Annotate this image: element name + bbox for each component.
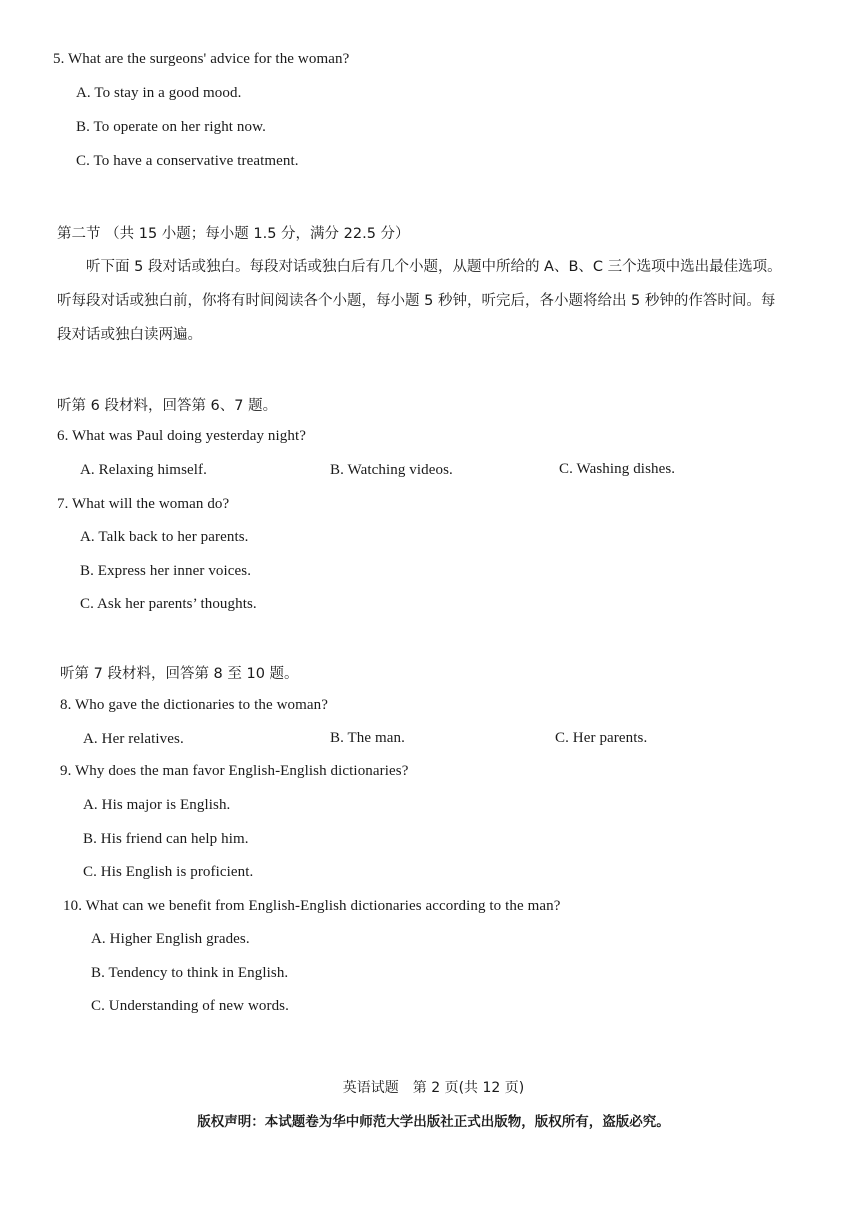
section-heading: 第二节 （共 15 小题；每小题 1.5 分，满分 22.5 分） [57,226,410,242]
section-instructions: 听下面 5 段对话或独白。每段对话或独白后有几个小题，从题中所给的 A、B、C 三个选项中选出最佳选项。听每段对话或独白前，你将有时间阅读各个小题，每小题 5 秒钟，听完后，各小题将给出 5 秒钟的作答时间。每段对话或独白读两遍。 [57,259,782,343]
q10-option-c: C. Understanding of new words. [91,998,289,1014]
q7-question: 7. What will the woman do? [57,496,230,512]
q7-option-c: C. Ask her parents’ thoughts. [80,596,257,612]
q7-option-b: B. Express her inner voices. [80,563,252,579]
q6-option-a: A. Relaxing himself. [80,462,207,478]
q5-option-c: C. To have a conservative treatment. [76,153,299,169]
passage-7-intro: 听第 7 段材料，回答第 8 至 10 题。 [60,666,299,682]
copyright-notice: 版权声明：本试题卷为华中师范大学出版社正式出版物，版权所有，盗版必究。 [197,1114,670,1130]
q5-option-b: B. To operate on her right now. [76,119,266,135]
q9-option-c: C. His English is proficient. [83,864,254,880]
q6-option-c: C. Washing dishes. [559,461,676,477]
passage-6-intro: 听第 6 段材料，回答第 6、7 题。 [57,398,278,414]
q8-option-b: B. The man. [330,730,405,746]
q8-option-a: A. Her relatives. [83,731,184,747]
q9-option-b: B. His friend can help him. [83,831,249,847]
q6-option-b: B. Watching videos. [330,462,453,478]
q10-option-b: B. Tendency to think in English. [91,965,289,981]
q10-question: 10. What can we benefit from English-English dictionaries according to the man? [63,898,561,914]
page-number-label: 英语试题 第 2 页(共 12 页) [342,1080,525,1096]
q7-option-a: A. Talk back to her parents. [80,529,249,545]
q5-question: 5. What are the surgeons' advice for the woman? [53,51,350,67]
q10-option-a: A. Higher English grades. [91,931,250,947]
q9-option-a: A. His major is English. [83,797,231,813]
q8-option-c: C. Her parents. [555,730,648,746]
q9-question: 9. Why does the man favor English-English dictionaries? [60,763,409,779]
q8-question: 8. Who gave the dictionaries to the woman? [60,697,329,713]
q6-question: 6. What was Paul doing yesterday night? [57,428,306,444]
q5-option-a: A. To stay in a good mood. [76,85,242,101]
